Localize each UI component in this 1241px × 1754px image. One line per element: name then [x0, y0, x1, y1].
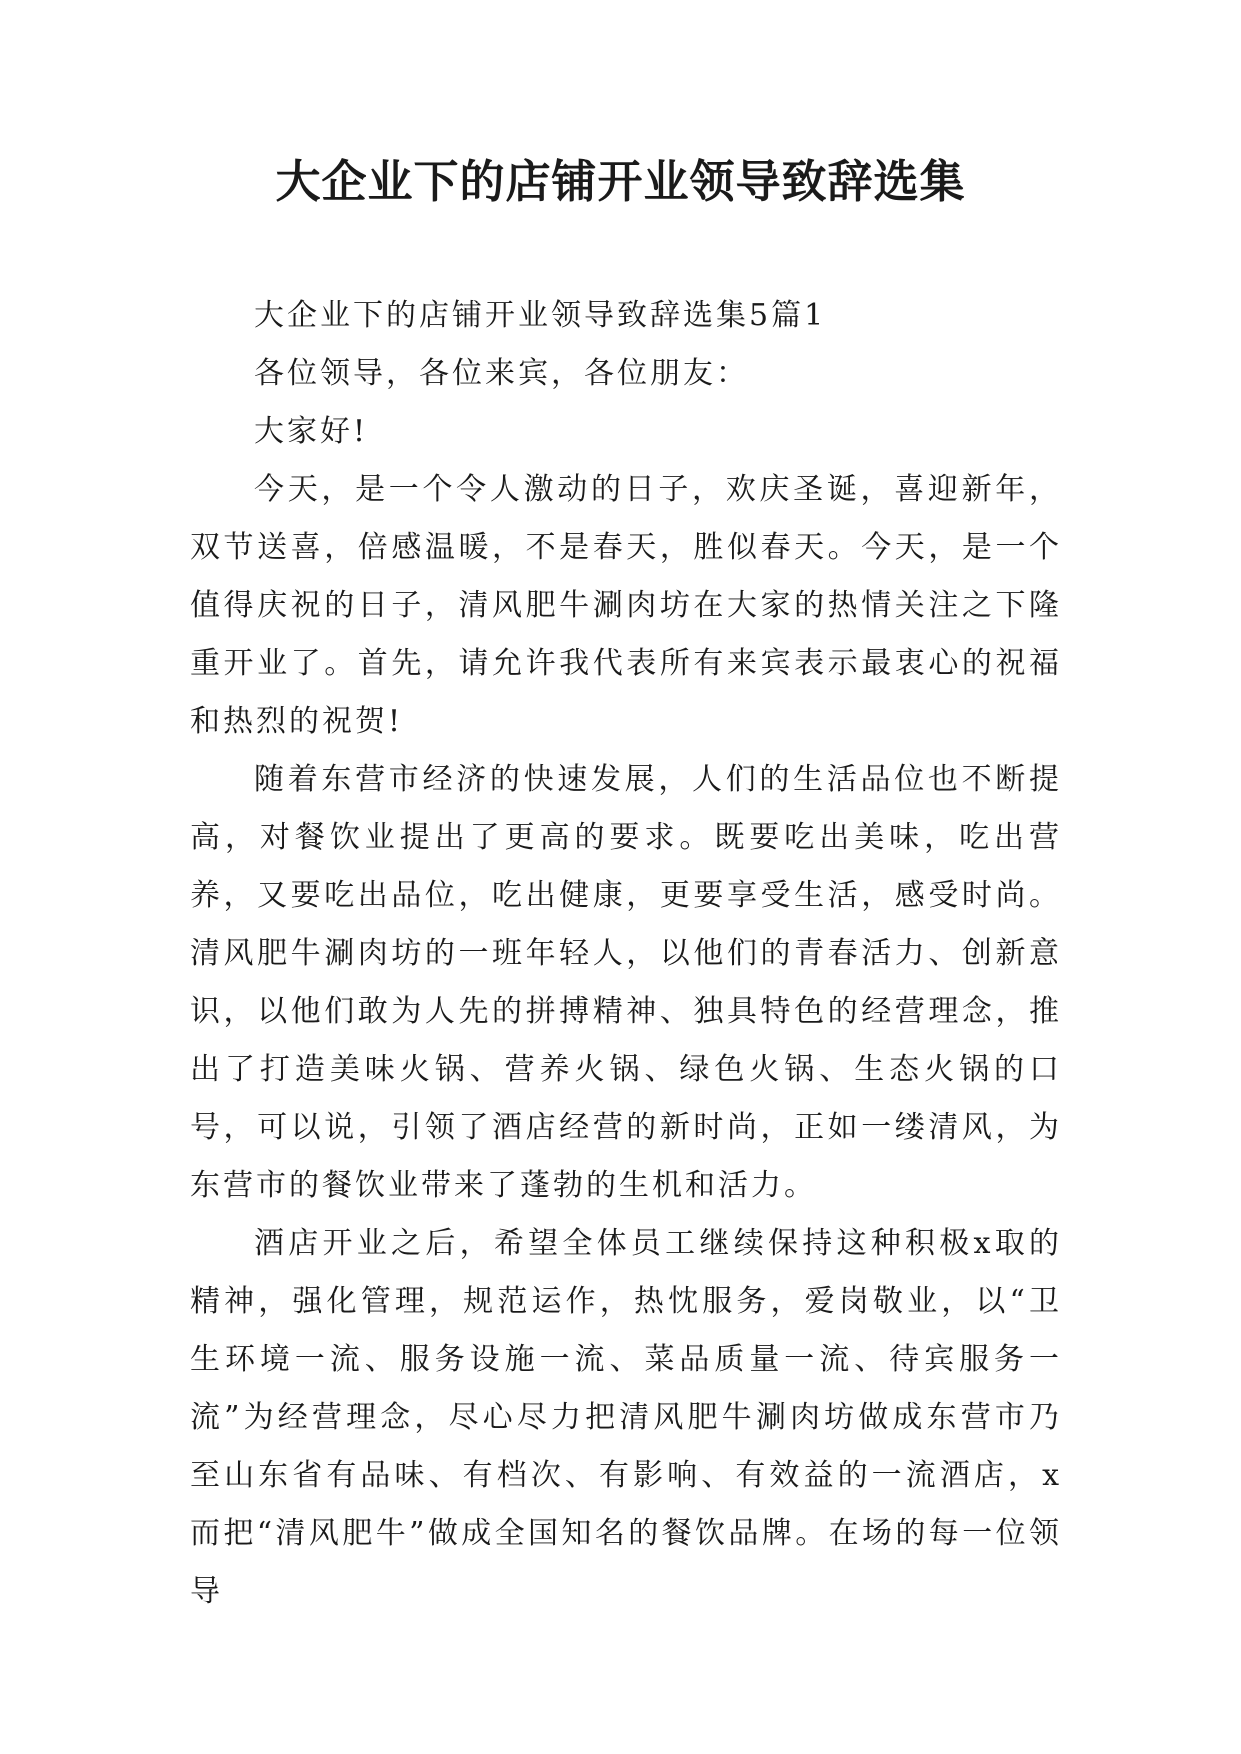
document-title: 大企业下的店铺开业领导致辞选集 [275, 155, 966, 208]
body-paragraph: 随着东营市经济的快速发展，人们的生活品位也不断提高，对餐饮业提出了更高的要求。既要吃出美味，吃出营养，又要吃出品位，吃出健康，更要享受生活，感受时尚。清风肥牛涮肉坊的一班年轻人，以他们的青春活力、创新意识，以他们敢为人先的拼搏精神、独具特色的经营理念，推出了打造美味火锅、营养火锅、绿色火锅、生态火锅的口号，可以说，引领了酒店经营的新时尚，正如一缕清风，为东营市的餐饮业带来了蓬勃的生机和活力。 [190, 762, 1062, 1203]
body-paragraph: 酒店开业之后，希望全体员工继续保持这种积极x取的精神，强化管理，规范运作，热忱服务，爱岗敬业，以“卫生环境一流、服务设施一流、菜品质量一流、待宾服务一流”为经营理念，尽心尽力把清风肥牛涮肉坊做成东营市乃至山东省有品味、有档次、有影响、有效益的一流酒店，x而把“清风肥牛”做成全国知名的餐饮品牌。在场的每一位领导 [190, 1226, 1062, 1609]
section-heading: 大企业下的店铺开业领导致辞选集5篇1 [254, 298, 827, 333]
greeting: 大家好! [254, 414, 369, 449]
document-body [190, 287, 1062, 1621]
salutation: 各位领导，各位来宾，各位朋友： [254, 356, 749, 391]
body-paragraph: 今天，是一个令人激动的日子，欢庆圣诞，喜迎新年，双节送喜，倍感温暖，不是春天，胜似春天。今天，是一个值得庆祝的日子，清风肥牛涮肉坊在大家的热情关注之下隆重开业了。首先，请允许我代表所有来宾表示最衷心的祝福和热烈的祝贺! [190, 472, 1062, 739]
